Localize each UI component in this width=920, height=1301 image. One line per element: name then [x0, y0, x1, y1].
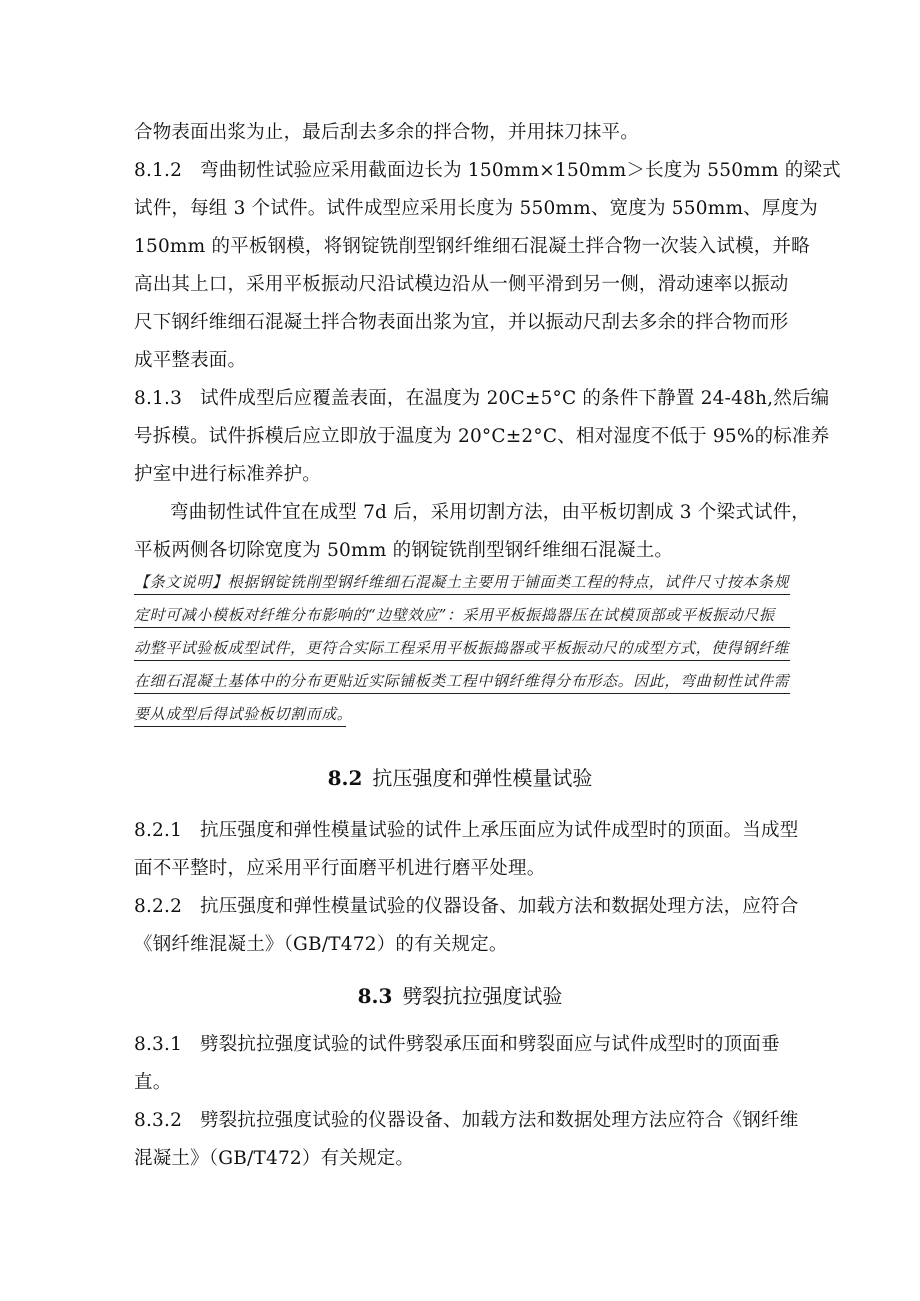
clause-8-1-2-line — [134, 156, 841, 186]
note-line: 在细石混凝土基体中的分布更贴近实际铺板类工程中钢纤维得分布形态。因此，弯曲韧性试件需 — [134, 669, 790, 694]
section-title: 劈裂抗拉强度试验 — [402, 984, 563, 1008]
clause-8-2-1-line — [134, 816, 799, 846]
section-number: 8.2 — [327, 766, 363, 790]
clause-8-1-2-line: 150mm 的平板钢模，将钢锭铣削型钢纤维细石混凝土拌合物一次装入试模，并略 — [134, 236, 810, 257]
paragraph-line: 平板两侧各切除宽度为 50mm 的钢锭铣削型钢纤维细石混凝土。 — [134, 540, 674, 561]
clause-number: 8.1.3 — [134, 388, 183, 409]
section-heading-8-2 — [0, 762, 920, 794]
clause-text: 抗压强度和弹性模量试验的仪器设备、加载方法和数据处理方法，应符合 — [200, 896, 799, 917]
clause-text: 抗压强度和弹性模量试验的试件上承压面应为试件成型时的顶面。当成型 — [200, 820, 799, 841]
note-line: 【条文说明】根据钢锭铣削型钢纤维细石混凝土主要用于铺面类工程的特点，试件尺寸按本条规 — [134, 570, 790, 595]
clause-text: 劈裂抗拉强度试验的仪器设备、加载方法和数据处理方法应符合《钢纤维 — [200, 1110, 799, 1131]
clause-8-1-2-line: 成平整表面。 — [134, 350, 247, 371]
clause-text: 试件成型后应覆盖表面，在温度为 20C±5°C 的条件下静置 24-48h,然后编 — [200, 388, 830, 409]
clause-text: 弯曲韧性试验应采用截面边长为 150mm×150mm＞长度为 550mm 的梁式 — [200, 160, 841, 181]
clause-8-1-3-line: 号拆模。试件拆模后应立即放于温度为 20°C±2°C、相对湿度不低于 95%的标准养 — [134, 426, 830, 447]
clause-8-1-2-line: 试件，每组 3 个试件。试件成型应采用长度为 550mm、宽度为 550mm、厚度为 — [134, 198, 818, 219]
clause-text: 劈裂抗拉强度试验的试件劈裂承压面和劈裂面应与试件成型时的顶面垂 — [200, 1034, 780, 1055]
clause-8-3-2-line: 混凝土》（GB/T472）有关规定。 — [134, 1148, 415, 1169]
clause-8-1-2-line: 尺下钢纤维细石混凝土拌合物表面出浆为宜，并以振动尺刮去多余的拌合物而形 — [134, 312, 789, 333]
note-line: 要从成型后得试验板切割而成。 — [134, 702, 346, 727]
clause-8-2-2-line: 《钢纤维混凝土》（GB/T472）的有关规定。 — [134, 934, 508, 955]
clause-8-2-2-line — [134, 892, 799, 922]
clause-8-3-2-line — [134, 1106, 799, 1136]
clause-number: 8.2.2 — [134, 896, 183, 917]
section-number: 8.3 — [357, 984, 393, 1008]
clause-number: 8.3.1 — [134, 1034, 183, 1055]
paragraph-line: 合物表面出浆为止，最后刮去多余的拌合物，并用抹刀抹平。 — [134, 122, 639, 143]
clause-8-3-1-line: 直。 — [134, 1072, 172, 1093]
clause-8-3-1-line — [134, 1030, 794, 1060]
clause-8-2-1-line: 面不平整时，应采用平行面磨平机进行磨平处理。 — [134, 858, 546, 879]
clause-8-1-3-line: 护室中进行标准养护。 — [134, 464, 322, 485]
note-line: 动整平试验板成型试件，更符合实际工程采用平板振捣器或平板振动尺的成型方式，使得钢纤维 — [134, 636, 790, 661]
section-heading-8-3 — [0, 980, 920, 1012]
clause-number: 8.2.1 — [134, 820, 183, 841]
section-title: 抗压强度和弹性模量试验 — [372, 766, 593, 790]
paragraph-line: 弯曲韧性试件宜在成型 7d 后，采用切割方法，由平板切割成 3 个梁式试件， — [170, 502, 811, 523]
note-line: 定时可减小模板对纤维分布影响的“边壁效应”：采用平板振捣器压在试模顶部或平板振动尺振 — [134, 603, 790, 628]
clause-number: 8.3.2 — [134, 1110, 183, 1131]
clause-number: 8.1.2 — [134, 160, 183, 181]
clause-8-1-3-line — [134, 384, 830, 414]
clause-8-1-2-line: 高出其上口，采用平板振动尺沿试模边沿从一侧平滑到另一侧，滑动速率以振动 — [134, 274, 789, 295]
